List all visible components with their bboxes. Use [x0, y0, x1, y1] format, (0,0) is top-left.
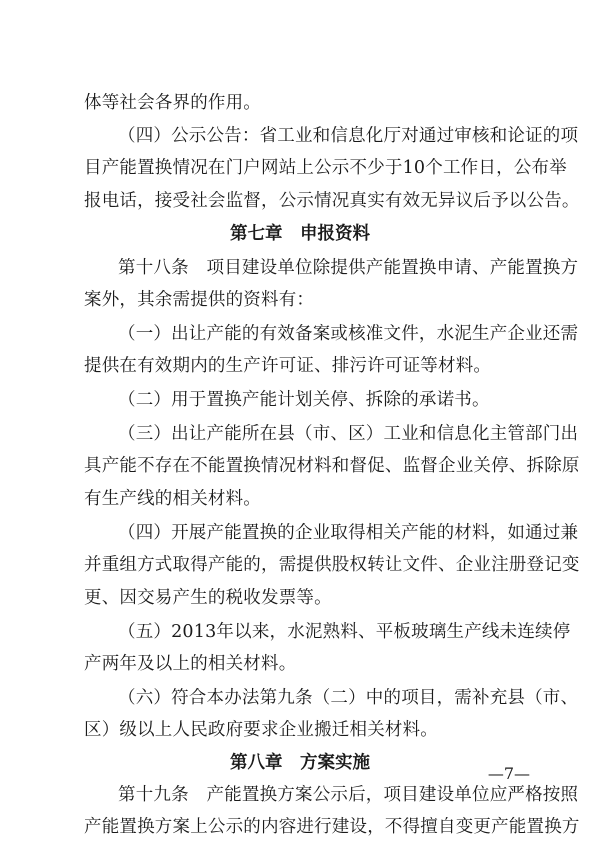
paragraph-line: 目产能置换情况在门户网站上公示不少于10个工作日，公布举	[84, 158, 567, 178]
paragraph-line: 区）级以上人民政府要求企业搬迁相关材料。	[84, 720, 438, 740]
chapter-heading: 第八章 方案实施	[230, 753, 370, 773]
chapter-heading: 第七章 申报资料	[230, 224, 370, 244]
paragraph-line: （四）公示公告：省工业和信息化厅对通过审核和论证的项	[118, 126, 579, 146]
paragraph-line: 产能置换方案上公示的内容进行建设，不得擅自变更产能置换方	[84, 817, 580, 837]
paragraph-line: 案外，其余需提供的资料有：	[84, 290, 315, 310]
paragraph-line: （三）出让产能所在县（市、区）工业和信息化主管部门出	[118, 424, 579, 444]
paragraph-line: 第十九条 产能置换方案公示后，项目建设单位应严格按照	[118, 785, 579, 805]
paragraph-line: （一）出让产能的有效备案或核准文件，水泥生产企业还需	[118, 324, 579, 344]
paragraph-line: （六）符合本办法第九条（二）中的项目，需补充县（市、	[118, 688, 579, 708]
page-number: —7—	[487, 764, 530, 783]
paragraph-line: 有生产线的相关材料。	[84, 489, 261, 509]
paragraph-line: （二）用于置换产能计划关停、拆除的承诺书。	[118, 390, 490, 410]
paragraph-line: 更、因交易产生的税收发票等。	[84, 588, 332, 608]
paragraph-line: 具产能不存在不能置换情况材料和督促、监督企业关停、拆除原	[84, 456, 580, 476]
paragraph-line: 体等社会各界的作用。	[84, 93, 261, 113]
paragraph-line: （四）开展产能置换的企业取得相关产能的材料，如通过兼	[118, 523, 579, 543]
paragraph-line: 第十八条 项目建设单位除提供产能置换申请、产能置换方	[118, 258, 579, 278]
paragraph-line: （五）2013年以来，水泥熟料、平板玻璃生产线未连续停	[118, 622, 571, 642]
paragraph-line: 报电话，接受社会监督，公示情况真实有效无异议后予以公告。	[84, 191, 580, 211]
paragraph-line: 并重组方式取得产能的，需提供股权转让文件、企业注册登记变	[84, 555, 580, 575]
paragraph-line: 提供在有效期内的生产许可证、排污许可证等材料。	[84, 356, 492, 376]
paragraph-line: 产两年及以上的相关材料。	[84, 654, 297, 674]
